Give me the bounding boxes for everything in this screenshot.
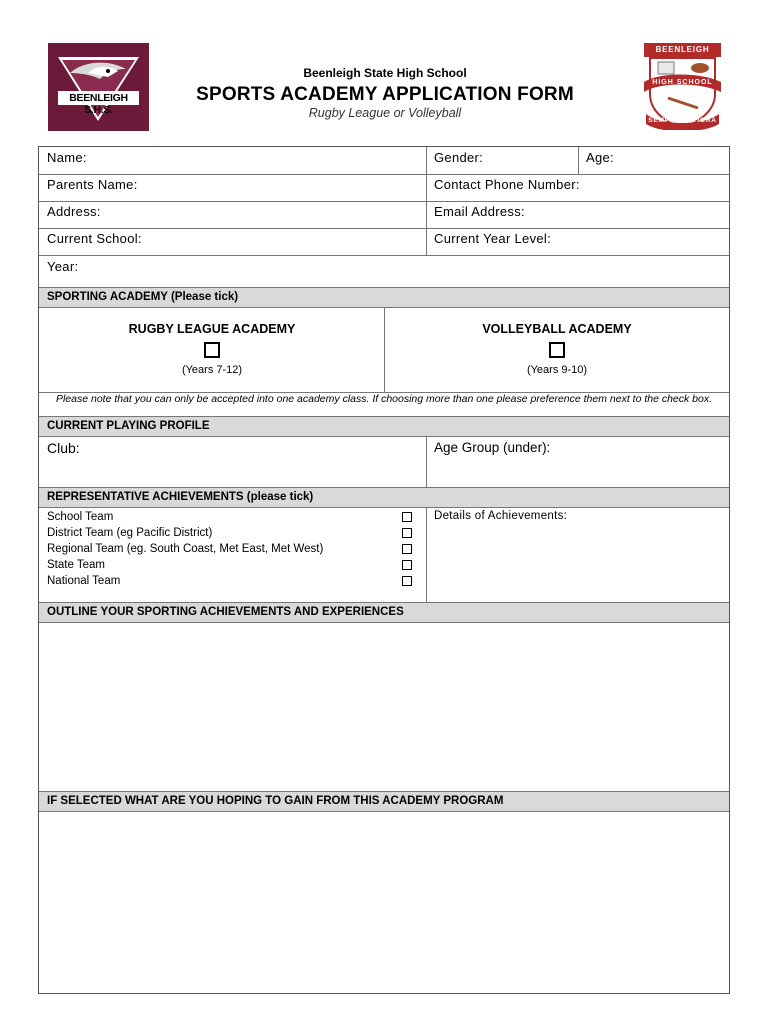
volleyball-academy-checkbox[interactable] bbox=[549, 342, 565, 358]
list-item: Regional Team (eg. South Coast, Met East, Met West) bbox=[47, 543, 324, 555]
email-field[interactable]: Email Address: bbox=[434, 204, 525, 219]
rugby-academy-label: RUGBY LEAGUE ACADEMY bbox=[128, 322, 296, 336]
national-team-checkbox[interactable] bbox=[402, 576, 412, 586]
current-school-field[interactable]: Current School: bbox=[47, 231, 142, 246]
outline-heading: OUTLINE YOUR SPORTING ACHIEVEMENTS AND EXPERIENCES bbox=[39, 602, 729, 623]
current-year-level-field[interactable]: Current Year Level: bbox=[434, 231, 551, 246]
left-logo-text: BEENLEIGH S.H.S. bbox=[69, 92, 128, 116]
volleyball-academy-label: VOLLEYBALL ACADEMY bbox=[482, 322, 632, 336]
list-item: District Team (eg Pacific District) bbox=[47, 527, 213, 539]
volleyball-years: (Years 9-10) bbox=[526, 364, 588, 376]
form-subtitle: Rugby League or Volleyball bbox=[308, 106, 462, 120]
club-field[interactable]: Club: bbox=[47, 440, 80, 456]
gain-heading: IF SELECTED WHAT ARE YOU HOPING TO GAIN FROM THIS ACADEMY PROGRAM bbox=[39, 791, 729, 812]
representative-heading: REPRESENTATIVE ACHIEVEMENTS (please tick) bbox=[39, 487, 729, 508]
list-item: School Team bbox=[47, 511, 114, 523]
rugby-academy-checkbox[interactable] bbox=[204, 342, 220, 358]
year-field[interactable]: Year: bbox=[47, 259, 79, 274]
playing-profile-heading: CURRENT PLAYING PROFILE bbox=[39, 416, 729, 437]
form-title: SPORTS ACADEMY APPLICATION FORM bbox=[196, 84, 574, 105]
list-item: National Team bbox=[47, 575, 121, 587]
list-item: State Team bbox=[47, 559, 105, 571]
regional-team-checkbox[interactable] bbox=[402, 544, 412, 554]
name-field[interactable]: Name: bbox=[47, 150, 87, 165]
application-form bbox=[38, 146, 730, 994]
contact-phone-field[interactable]: Contact Phone Number: bbox=[434, 177, 580, 192]
address-field[interactable]: Address: bbox=[47, 204, 101, 219]
parents-name-field[interactable]: Parents Name: bbox=[47, 177, 138, 192]
gain-textarea[interactable] bbox=[39, 812, 729, 992]
age-field[interactable]: Age: bbox=[586, 150, 614, 165]
crest-motto-text: SEMPER ALTIORA bbox=[648, 117, 717, 124]
crest-top-text: BEENLEIGH bbox=[655, 45, 710, 54]
sporting-academy-heading: SPORTING ACADEMY (Please tick) bbox=[39, 287, 729, 308]
details-of-achievements-field[interactable]: Details of Achievements: bbox=[434, 510, 568, 522]
crest-band-text: HIGH SCHOOL bbox=[652, 79, 713, 86]
district-team-checkbox[interactable] bbox=[402, 528, 412, 538]
gender-field[interactable]: Gender: bbox=[434, 150, 484, 165]
outline-textarea[interactable] bbox=[39, 623, 729, 791]
school-name: Beenleigh State High School bbox=[303, 66, 467, 80]
school-team-checkbox[interactable] bbox=[402, 512, 412, 522]
state-team-checkbox[interactable] bbox=[402, 560, 412, 570]
academy-note: Please note that you can only be accepted into one academy class. If choosing more than one please preference them next to the check box. bbox=[55, 393, 713, 405]
age-group-field[interactable]: Age Group (under): bbox=[434, 440, 551, 455]
rugby-years: (Years 7-12) bbox=[181, 364, 243, 376]
